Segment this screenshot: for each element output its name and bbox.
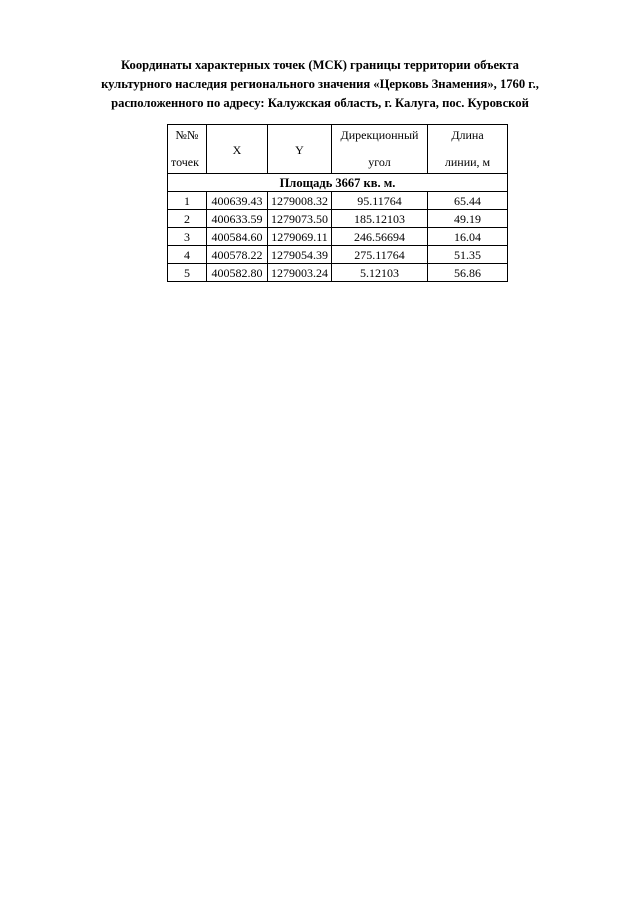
y-coordinate: 1279073.50 xyxy=(268,210,332,228)
table-row xyxy=(168,192,508,210)
title-line-1: Координаты характерных точек (МСК) границы территории объекта xyxy=(121,58,519,72)
direction-angle: 5.12103 xyxy=(332,264,428,282)
table-row xyxy=(168,210,508,228)
line-length: 16.04 xyxy=(428,228,508,246)
title-line-3: расположенного по адресу: Калужская область, г. Калуга, пос. Куровской xyxy=(111,96,529,110)
table-row xyxy=(168,228,508,246)
header-length-bottom: линии, м xyxy=(444,155,491,169)
point-number: 5 xyxy=(168,264,207,282)
y-coordinate: 1279008.32 xyxy=(268,192,332,210)
point-number: 3 xyxy=(168,228,207,246)
table-header-row xyxy=(168,125,508,174)
document-title xyxy=(40,56,600,113)
line-length: 49.19 xyxy=(428,210,508,228)
y-coordinate: 1279069.11 xyxy=(268,228,332,246)
header-direction-bottom: угол xyxy=(368,155,391,169)
header-line-length xyxy=(428,125,508,174)
table-row xyxy=(168,246,508,264)
line-length: 56.86 xyxy=(428,264,508,282)
table-row xyxy=(168,264,508,282)
y-coordinate: 1279003.24 xyxy=(268,264,332,282)
point-number: 1 xyxy=(168,192,207,210)
x-coordinate: 400639.43 xyxy=(207,192,268,210)
header-y-label: Y xyxy=(295,143,304,157)
header-point-number-top: №№ xyxy=(175,128,199,142)
point-number: 2 xyxy=(168,210,207,228)
title-line-2: культурного наследия регионального значения «Церковь Знамения», 1760 г., xyxy=(101,77,539,91)
area-row xyxy=(168,174,508,192)
header-length-top: Длина xyxy=(451,128,484,142)
direction-angle: 246.56694 xyxy=(332,228,428,246)
header-x xyxy=(207,125,268,174)
coordinates-table xyxy=(167,124,508,282)
x-coordinate: 400582.80 xyxy=(207,264,268,282)
y-coordinate: 1279054.39 xyxy=(268,246,332,264)
direction-angle: 275.11764 xyxy=(332,246,428,264)
line-length: 65.44 xyxy=(428,192,508,210)
point-number: 4 xyxy=(168,246,207,264)
x-coordinate: 400578.22 xyxy=(207,246,268,264)
header-x-label: X xyxy=(232,143,242,157)
direction-angle: 185.12103 xyxy=(332,210,428,228)
header-point-number-bottom: точек xyxy=(171,155,199,169)
header-direction-top: Дирекционный xyxy=(340,128,419,142)
direction-angle: 95.11764 xyxy=(332,192,428,210)
line-length: 51.35 xyxy=(428,246,508,264)
x-coordinate: 400584.60 xyxy=(207,228,268,246)
header-point-number xyxy=(168,125,207,174)
header-direction-angle xyxy=(332,125,428,174)
x-coordinate: 400633.59 xyxy=(207,210,268,228)
area-value: Площадь 3667 кв. м. xyxy=(168,174,508,192)
header-y xyxy=(268,125,332,174)
